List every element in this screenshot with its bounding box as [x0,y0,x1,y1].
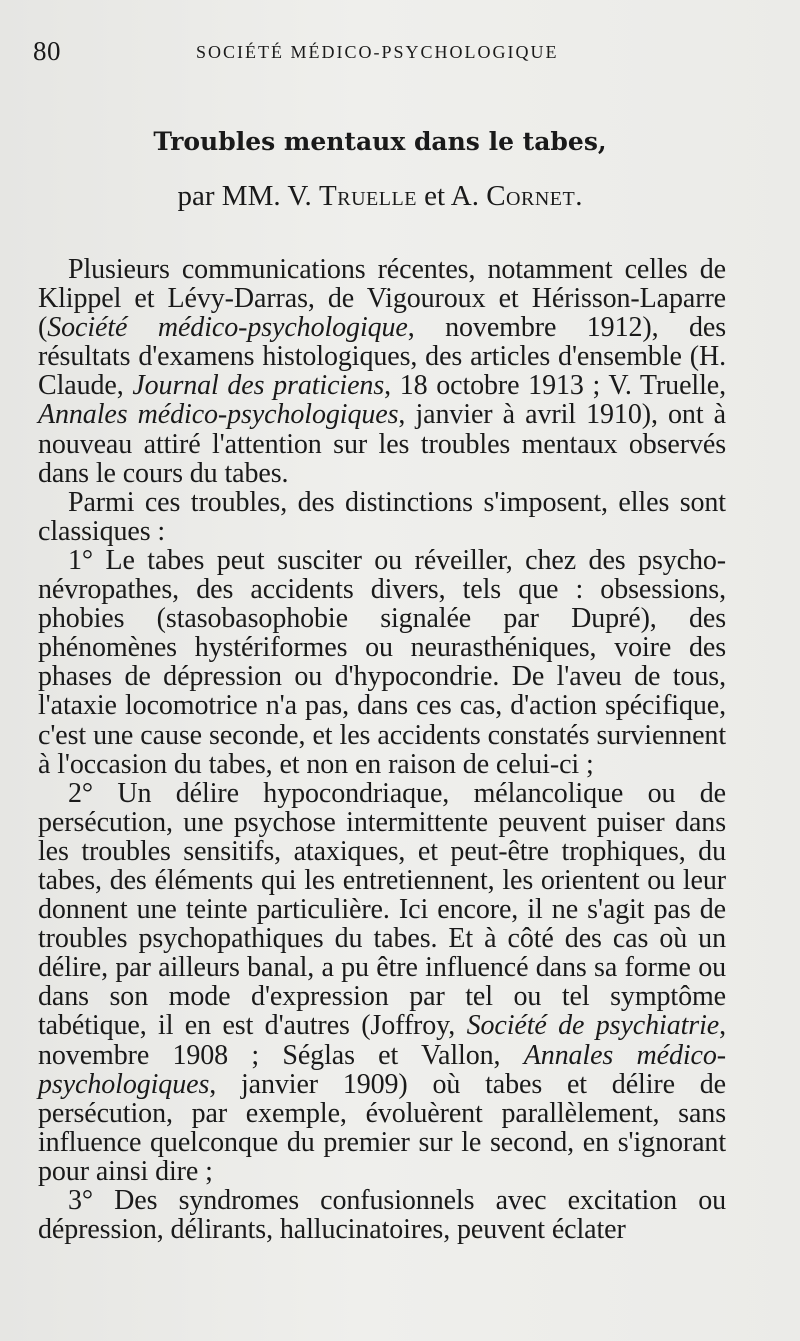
paragraph-3: 1° Le tabes peut susciter ou réveiller, chez des psycho-névropathes, des accidents divers, tels que : obsessions, phobies (stasobasophobie signalée par Dupré), des phénomènes hystériformes ou neurasthéniques, voire des phases de dépression ou d'hypocondrie. De l'aveu de tous, l'ataxie locomotrice n'a pas, dans ces cas, d'action spécifique, c'est une cause seconde, et les accidents constatés surviennent à l'occasion du tabes, et non en raison de celui-ci ; [38,544,726,780]
byline-suffix: . [575,180,583,212]
p1-text-c: , novembre 1912), des résultats d'examens histologiques, des articles d'ensemble (H. Claude, [38,312,726,402]
article-title: Troubles mentaux dans le tabes, [153,127,607,156]
article-body [38,255,726,1244]
paragraph-1 [38,255,726,488]
author-truelle: Truelle [319,180,417,212]
p1-text-e: , 18 octobre 1913 ; V. Truelle, [384,370,726,402]
paragraph-2: Parmi ces troubles, des distinctions s'imposent, elles sont classiques : [38,486,726,547]
paragraph-5: 3° Des syndromes confusionnels avec excitation ou dépression, délirants, hallucinatoires, peuvent éclater [38,1185,726,1246]
author-cornet: Cornet [486,180,576,212]
p1-citation-journal: Journal des praticiens [132,370,385,402]
page-number: 80 [33,36,61,66]
p1-text-a: Plusieurs communications récentes, notamment celles de Klippel et Lévy-Darras, de Vigouroux et Hérisson-Laparre ( [38,254,726,344]
byline-prefix: par MM. V. [177,180,320,212]
paragraph-4 [38,779,726,1186]
article-byline [0,180,760,213]
journal-name: SOCIÉTÉ MÉDICO-PSYCHOLOGIQUE [196,42,559,62]
p1-citation-annales: Annales médico-psychologiques [38,399,399,431]
p4-text-c: , novembre 1908 ; Séglas et Vallon, [38,1010,726,1071]
p4-citation-societe: Société de psychiatrie [466,1010,720,1042]
p4-citation-annales: Annales médico-psychologiques [38,1039,726,1100]
p4-text-a: 2° Un délire hypocondriaque, mélancolique ou de persécution, une psychose intermittente peuvent puiser dans les troubles sensitifs, ataxiques, et peut-être trophiques, du tabes, des éléments qui les entretiennent, les orientent ou leur donnent une teinte particulière. Ici encore, il ne s'agit pas de troubles psychopathiques du tabes. Et à côté des cas où un délire, par ailleurs banal, a pu être influencé dans sa forme ou dans son mode d'expression par tel ou tel symptôme tabétique, il en est d'autres (Joffroy, [38,777,726,1042]
p1-text-g: , janvier à avril 1910), ont à nouveau attiré l'attention sur les troubles mentaux observés dans le cours du tabes. [38,399,726,489]
byline-and: et A. [416,180,487,212]
p1-citation-societe: Société médico-psychologique [47,312,408,344]
p4-text-e: , janvier 1909) où tabes et délire de persécution, par exemple, évoluèrent parallèlement, sans influence quelconque du premier sur le second, en s'ignorant pour ainsi dire ; [38,1068,726,1187]
